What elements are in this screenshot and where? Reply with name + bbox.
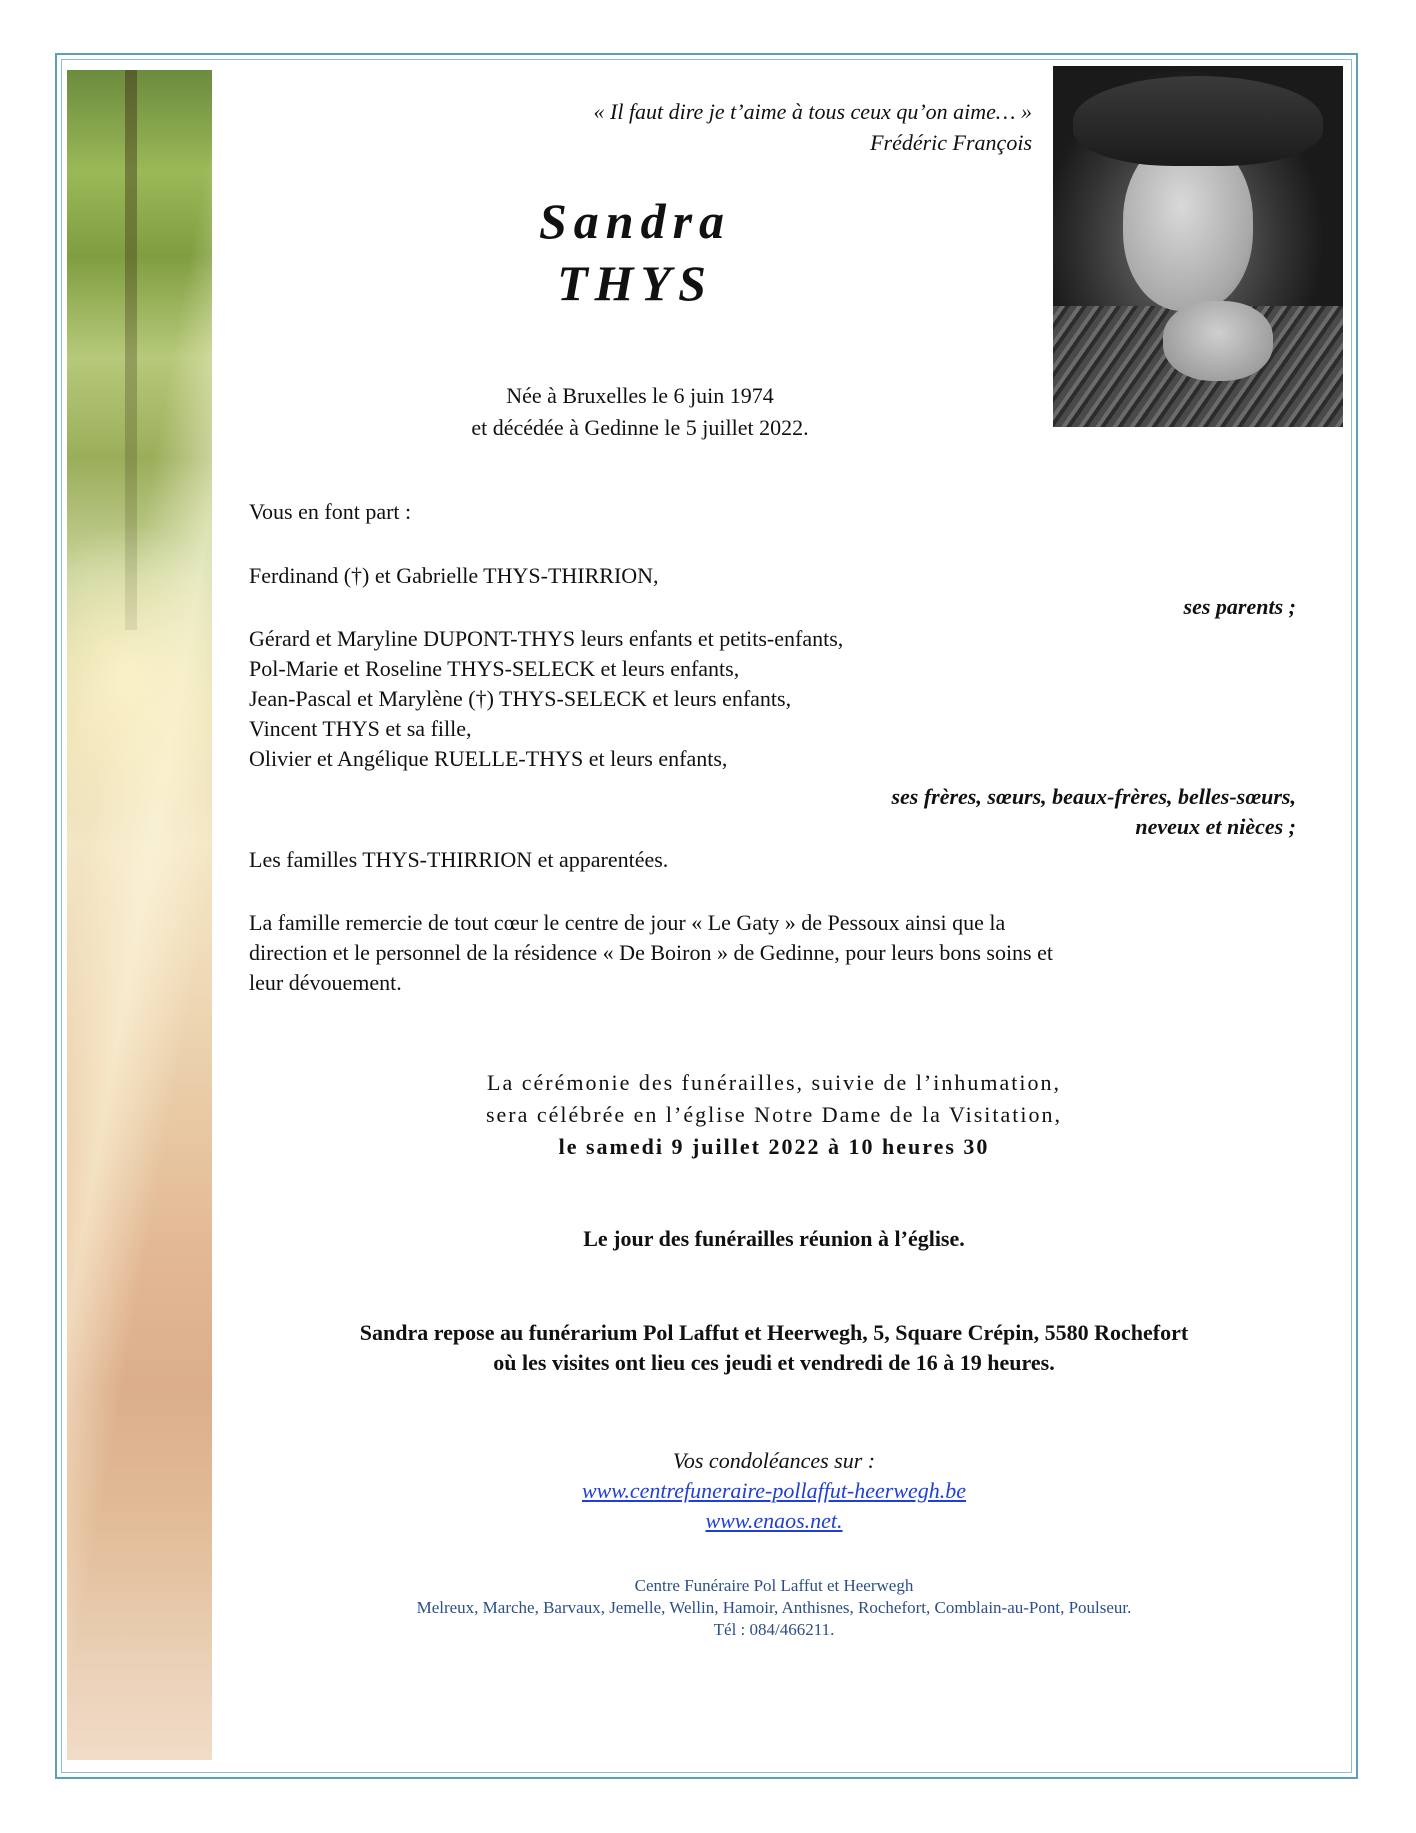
thanks-line-3: leur dévouement. [249,970,402,995]
ceremony-block [249,1067,1299,1163]
last-name: THYS [557,255,713,311]
ceremony-line-2: sera célébrée en l’église Notre Dame de la Visitation, [485,1102,1062,1127]
birth-line: Née à Bruxelles le 6 juin 1974 [506,383,774,408]
footer-phone: Tél : 084/466211. [713,1620,835,1639]
siblings-role-line-2: neveux et nièces ; [1135,814,1296,839]
deceased-name [445,190,825,314]
thanks-line-2: direction et le personnel de la résidence « De Boiron » de Gedinne, pour leurs bons soins et [249,940,1053,965]
meeting-line: Le jour des funérailles réunion à l’église. [583,1226,965,1251]
thanks-paragraph [249,908,1299,998]
footer-locations: Melreux, Marche, Barvaux, Jemelle, Wellin, Hamoir, Anthisnes, Rochefort, Comblain-au-Pont, Poulseur. [416,1598,1132,1617]
quote-text: « Il faut dire je t’aime à tous ceux qu’on aime… » [593,99,1032,124]
list-item: Gérard et Maryline DUPONT-THYS leurs enfants et petits-enfants, [249,626,844,651]
thanks-line-1: La famille remercie de tout cœur le centre de jour « Le Gaty » de Pessoux ainsi que la [249,910,1006,935]
visits-line-2: où les visites ont lieu ces jeudi et vendredi de 16 à 19 heures. [493,1350,1055,1375]
list-item: Olivier et Angélique RUELLE-THYS et leurs enfants, [249,746,728,771]
parents-role: ses parents ; [1183,594,1296,619]
forest-path-photo [67,70,212,1760]
death-line: et décédée à Gedinne le 5 juillet 2022. [471,415,809,440]
portrait-photo [1053,66,1343,427]
portrait-hat [1073,76,1323,166]
families-line: Les familles THYS-THIRRION et apparentées. [249,847,669,872]
siblings-list [249,624,1299,774]
condolences-block [249,1446,1299,1536]
parents-line: Ferdinand (†) et Gabrielle THYS-THIRRION, [249,563,659,588]
intro-line: Vous en font part : [249,499,412,524]
tree-trunk-shape [125,70,137,630]
quote-block [420,96,1032,158]
list-item: Vincent THYS et sa fille, [249,716,472,741]
visits-block [249,1318,1299,1378]
siblings-role-line-1: ses frères, sœurs, beaux-frères, belles-sœurs, [891,784,1296,809]
ceremony-line-1: La cérémonie des funérailles, suivie de l’inhumation, [487,1070,1061,1095]
first-name: Sandra [538,193,732,249]
list-item: Pol-Marie et Roseline THYS-SELECK et leurs enfants, [249,656,740,681]
footer-company: Centre Funéraire Pol Laffut et Heerwegh [634,1576,914,1595]
siblings-role [891,782,1296,842]
condolences-link-enaos[interactable]: www.enaos.net. [705,1508,843,1533]
quote-author: Frédéric François [870,130,1032,155]
portrait-hand [1163,301,1273,381]
visits-line-1: Sandra repose au funérarium Pol Laffut et Heerwegh, 5, Square Crépin, 5580 Rochefort [359,1320,1189,1345]
condolences-label: Vos condoléances sur : [672,1448,876,1473]
list-item: Jean-Pascal et Marylène (†) THYS-SELECK et leurs enfants, [249,686,792,711]
footer-block [249,1575,1299,1641]
birth-death-dates [410,380,870,444]
ceremony-datetime: le samedi 9 juillet 2022 à 10 heures 30 [558,1134,990,1159]
condolences-link-funeral-center[interactable]: www.centrefuneraire-pollaffut-heerwegh.be [581,1478,967,1503]
